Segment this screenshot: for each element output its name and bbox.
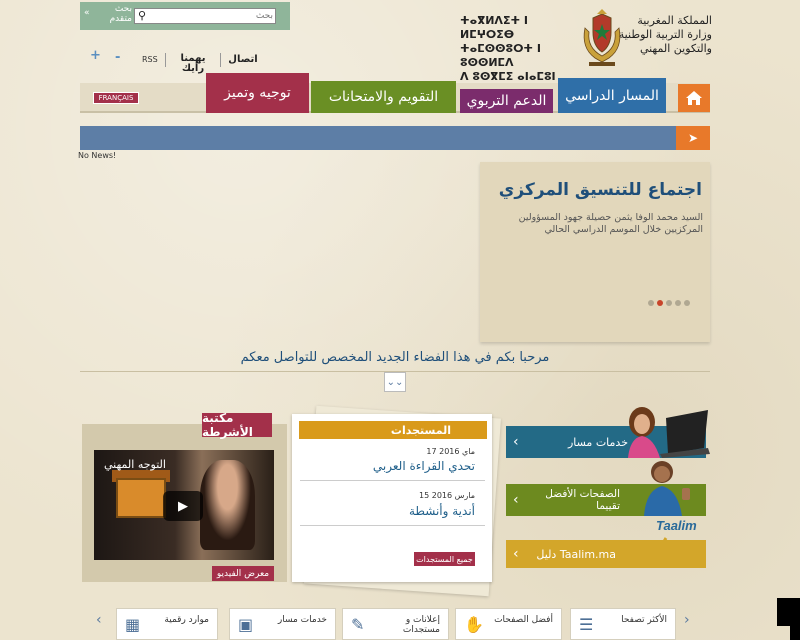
ticker-empty-text: No News! (78, 151, 117, 160)
taalim-logo-mark (656, 536, 700, 564)
browser-overlay (777, 598, 800, 626)
nav-item-support[interactable]: الدعم التربوي (460, 89, 553, 113)
chevron-left-icon: ‹ (513, 492, 519, 508)
ministry-tifinagh-line: ⵜⴰⴳⵍⴷⵉⵜ ⵏ ⵍⵎⵖⵔⵉⴱ (460, 14, 529, 41)
tile-label: أفضل الصفحات (494, 615, 553, 625)
quick-link-label: دليل Taalim.ma (536, 547, 616, 561)
quick-link-label: الصفحات الأفضل تقييما (545, 488, 620, 512)
tile-label: خدمات مسار (277, 615, 327, 625)
chevron-left-icon: ‹ (513, 434, 519, 450)
video-presenter (200, 460, 255, 550)
slider-dot[interactable] (684, 300, 690, 306)
tile-label: موارد رقمية (164, 615, 209, 625)
search-field[interactable] (134, 8, 276, 24)
ministry-arabic-line: وزارة التربية الوطنية (618, 28, 712, 41)
image-icon: ▣ (238, 615, 254, 634)
search-icon[interactable]: ⚲ (138, 9, 147, 22)
all-news-button[interactable]: جميع المستجدات (414, 552, 475, 566)
video-library-tab: مكتبة الأشرطة (202, 413, 272, 437)
advanced-search-label-2: متقدم (109, 14, 132, 24)
carousel-prev-icon[interactable]: ‹ (96, 612, 102, 628)
video-title: التوجه المهني (104, 458, 166, 471)
news-date: 15 مارس 2016 (419, 491, 475, 500)
slider-dot[interactable] (657, 300, 663, 306)
boy-thumbs-up-image (628, 458, 698, 516)
basket-icon: ▦ (125, 615, 141, 634)
divider (165, 53, 166, 67)
video-gallery-button[interactable]: معرض الفيديو (212, 566, 274, 581)
feedback-link[interactable] (178, 54, 208, 74)
document-icon: ☰ (579, 615, 594, 634)
ministry-name-arabic (602, 14, 712, 56)
welcome-text: مرحبا بكم في هذا الفضاء الجديد المخصص للتواصل معكم (240, 350, 550, 365)
news-heading: المستجدات (299, 421, 487, 439)
news-ticker (80, 126, 710, 150)
tile-announcements[interactable] (342, 608, 449, 640)
play-icon[interactable]: ▶ (163, 491, 203, 521)
ministry-arabic-line: المملكة المغربية (637, 14, 712, 27)
quick-link-label: خدمات مسار (567, 435, 628, 449)
slider-dot[interactable] (666, 300, 672, 306)
tile-label: الأكثر تصفحا (621, 615, 667, 625)
divider (220, 53, 221, 67)
ministry-name-tifinagh (460, 14, 580, 84)
advanced-search-label-1: بحث (114, 4, 132, 14)
ministry-arabic-line: والتكوين المهني (639, 42, 712, 55)
rss-link[interactable]: RSS (142, 55, 158, 64)
slider-dot[interactable] (648, 300, 654, 306)
search-input[interactable] (153, 10, 273, 22)
tile-label: إعلانات و مستجدات (402, 615, 440, 635)
tile-best-pages[interactable] (455, 608, 562, 640)
feedback-label-2: رأيك (181, 63, 205, 74)
tile-digital-resources[interactable] (116, 608, 218, 640)
chevron-left-icon: ‹ (513, 546, 519, 562)
taalim-logo[interactable] (656, 514, 700, 564)
browser-overlay (790, 626, 800, 640)
nav-item-school-path[interactable]: المسار الدراسي (558, 78, 666, 113)
divider (300, 525, 485, 526)
notice-icon: ✎ (351, 615, 365, 634)
tile-massar-services[interactable] (229, 608, 336, 640)
chevron-down-icon[interactable]: ⌄⌄ (384, 372, 406, 392)
slide-text: السيد محمد الوفا يثمن حصيلة جهود المسؤولين المركزيين خلال الموسم الدراسي الحالي (518, 212, 703, 235)
feedback-label-1: يهمنا (180, 53, 206, 64)
news-title[interactable]: أندية وأنشطة (408, 504, 475, 518)
slider-dot[interactable] (675, 300, 681, 306)
carousel-next-icon[interactable]: › (684, 612, 690, 628)
news-title[interactable]: تحدي القراءة العربي (372, 459, 475, 473)
nav-item-evaluation[interactable]: التقويم والامتحانات (311, 81, 456, 113)
ministry-tifinagh-line: ⵜⴰⵎⵙⵙⵓⵔⵜ ⵏ ⵓⵙⵙⵍⵎⴷ (460, 42, 541, 69)
language-button[interactable]: FRANÇAIS (93, 92, 139, 104)
taalim-logo-text: Taalim (656, 518, 697, 533)
chevron-left-icon: « (84, 8, 90, 18)
zoom-in-icon[interactable]: + (90, 48, 101, 63)
ticker-arrow-icon: ➤ (676, 126, 710, 150)
advanced-search-link[interactable] (84, 4, 132, 24)
news-date: 17 ماي 2016 (426, 447, 475, 456)
home-icon (678, 84, 710, 112)
zoom-out-icon[interactable]: - (115, 50, 121, 65)
ministry-tifinagh-line: ⴷ ⵓⵙⴳⵎⵉ ⴰⵏⴰⵎⵓⵏ (460, 70, 556, 83)
tile-most-viewed[interactable] (570, 608, 676, 640)
student-with-laptop-image (620, 404, 710, 458)
nav-item-guidance[interactable]: توجيه وتميز (206, 73, 309, 113)
slide-title[interactable]: اجتماع للتنسيق المركزي (498, 180, 702, 200)
thumbs-up-icon: ✋ (464, 615, 484, 634)
home-button[interactable] (678, 84, 710, 112)
video-thumbnail-building (116, 478, 166, 518)
divider (300, 480, 485, 481)
contact-link[interactable]: اتصال (228, 54, 258, 65)
